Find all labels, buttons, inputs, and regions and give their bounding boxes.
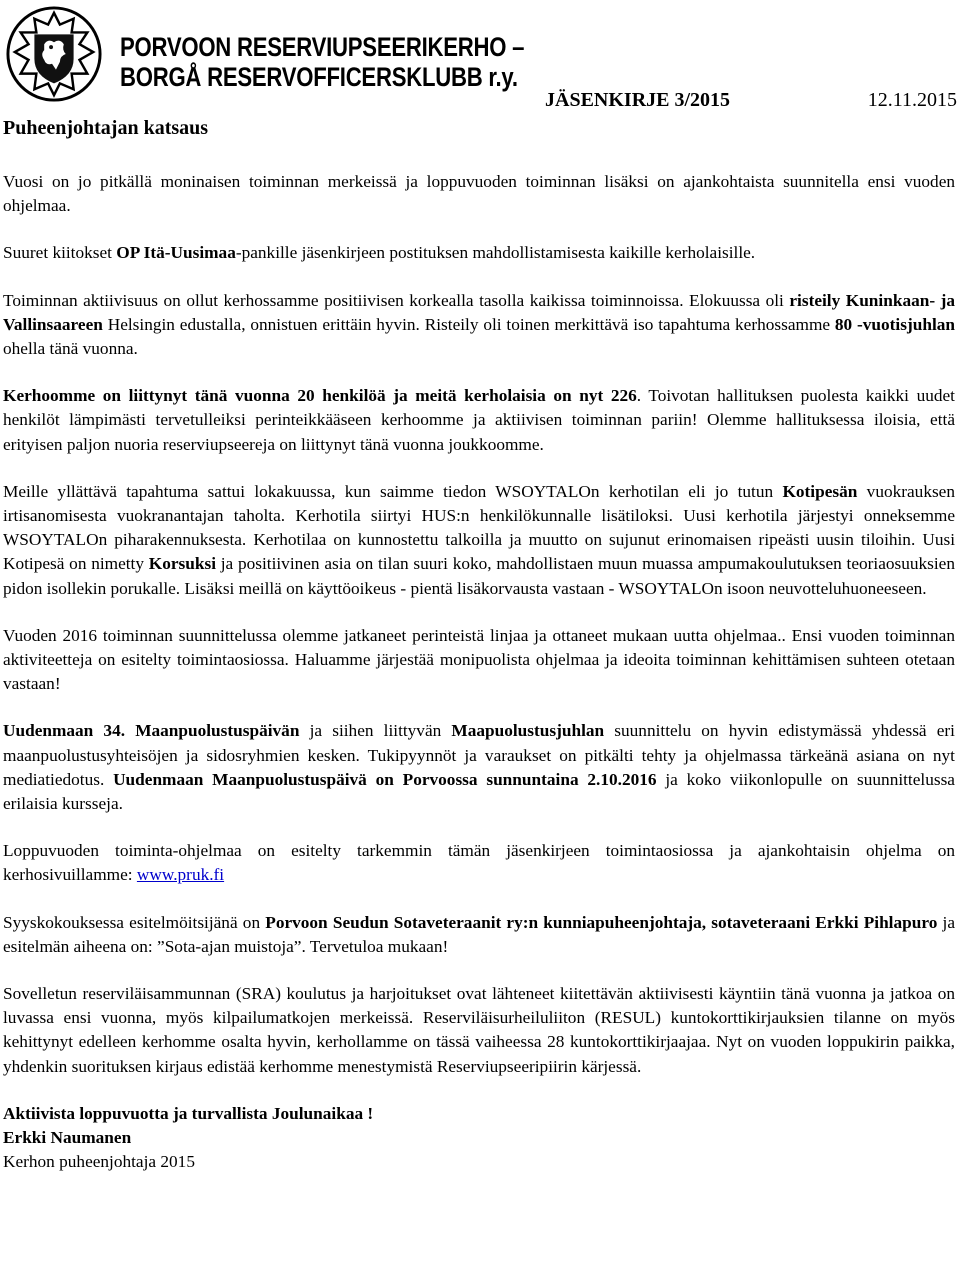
paragraph-10: Sovelletun reserviläisammunnan (SRA) koulutus ja harjoitukset ovat lähteneet kiitettävän aktiivisesti käyntiin tänä vuonna ja jatkoa on luvassa ensi vuonna, myös kilpailumatkojen merkeissä. Reserviläisurheiluliiton (RESUL) kuntokorttikirjauksien tilanne on myös kehittynyt edelleen kerhomme osalta hyvin, kerhollamme on tässä vaiheessa 28 kuntokorttikirjaajaa. Nyt on vuoden loppukirin paikka, yhdenkin suorituksen kirjaus edistää kerhomme menestymistä Reserviupseeripiirin kärjessä. bbox=[3, 984, 955, 1076]
website-link[interactable]: www.pruk.fi bbox=[136, 865, 225, 885]
bold-span: Kotipesän bbox=[782, 481, 858, 501]
bold-span: Maapuolustusjuhlan bbox=[451, 721, 605, 741]
organization-name bbox=[120, 32, 525, 92]
issue-number: JÄSENKIRJE 3/2015 bbox=[545, 89, 731, 111]
bold-span: OP Itä-Uusimaa bbox=[116, 243, 236, 263]
paragraph-9 bbox=[3, 911, 955, 959]
paragraph-6: Vuoden 2016 toiminnan suunnittelussa olemme jatkaneet perinteistä linjaa ja ottaneet mukaan uutta ohjelmaa.. Ensi vuoden toiminnan aktiviteetteja on esitelty toimintaosiossa. Haluamme järjestää monipuolista ohjelmaa ja ideoita toiminnan kehittämisen suhteen otetaan vastaan! bbox=[3, 625, 955, 694]
paragraph-2 bbox=[3, 241, 955, 265]
text-span: Helsingin edustalla, onnistuen erittäin hyvin. Risteily oli toinen merkittävä iso tapahtuma kerhossamme bbox=[102, 314, 835, 334]
text-span: Toiminnan aktiivisuus on ollut kerhossamme positiivisen korkealla tasolla kaikissa toiminnoissa. Elokuussa oli bbox=[3, 290, 790, 310]
text-span: ja esitelmän aiheena on: ”Sota-ajan muistoja”. Tervetuloa mukaan! bbox=[3, 912, 955, 956]
text-span: Syyskokouksessa esitelmöitsijänä on bbox=[3, 912, 266, 932]
section-title: Puheenjohtajan katsaus bbox=[3, 117, 209, 139]
organization-name-line1: PORVOON RESERVIUPSEERIKERHO – bbox=[120, 32, 525, 62]
paragraph-7 bbox=[3, 719, 955, 816]
bold-span: Korsuksi bbox=[148, 554, 216, 574]
text-span: suunnittelu on hyvin edistymässä yhdessä eri maanpuolustusyhteisöjen ja sidosryhmien kesken. Tukipyynnöt ja varaukset on pitkälti tehty ja ohjelmassa tärkeänä asiana on nyt mediatiedotus. bbox=[3, 721, 955, 789]
letter-body bbox=[3, 170, 955, 1175]
bold-span: Uudenmaan 34. Maanpuolustuspäivän bbox=[3, 721, 300, 741]
text-span: ja siihen liittyvän bbox=[299, 721, 452, 741]
paragraph-8 bbox=[3, 839, 955, 887]
signer-role: Kerhon puheenjohtaja 2015 bbox=[3, 1152, 195, 1172]
text-span: -pankille jäsenkirjeen postituksen mahdollistamisesta kaikille kerholaisille. bbox=[235, 243, 756, 263]
paragraph-5 bbox=[3, 480, 955, 601]
text-span: ja koko viikonlopulle on suunnittelussa erilaisia kursseja. bbox=[3, 769, 955, 814]
signer-name: Erkki Naumanen bbox=[3, 1128, 132, 1148]
lion-crest-logo bbox=[5, 5, 103, 103]
bold-span: Kerhoomme on liittynyt tänä vuonna 20 henkilöä ja meitä kerholaisia on nyt 226 bbox=[3, 386, 637, 406]
text-span: Meille yllättävä tapahtuma sattui lokakuussa, kun saimme tiedon WSOYTALOn kerhotilan eli jo tutun bbox=[3, 481, 783, 501]
organization-name-line2: BORGÅ RESERVOFFICERSKLUBB r.y. bbox=[120, 62, 518, 92]
paragraph-3 bbox=[3, 289, 955, 362]
text-span: . Toivotan hallituksen puolesta kaikki uudet henkilöt lämpimästi tervetulleiksi perinteikkääseen kerhoomme ja aktiivisen toiminnan pariin! Olemme hallituksessa iloisia, että erityisen paljon nuoria reserviupseereja on liittynyt tänä vuonna joukkoomme. bbox=[3, 386, 955, 454]
bold-span: Porvoon Seudun Sotaveteraanit ry:n kunniapuheenjohtaja, sotaveteraani Erkki Pihlapuro bbox=[265, 912, 938, 932]
paragraph-4 bbox=[3, 384, 955, 457]
issue-date: 12.11.2015 bbox=[867, 89, 957, 111]
text-span: ja positiivinen asia on tilan suuri koko, mahdollistaen muun muassa ampumakoulutuksen teoriaosuuksien pidon isollekin porukalle. Lisäksi meillä on käyttöoikeus - pientä lisäkorvausta vastaan - WSOYTALOn isoon neuvotteluhuoneeseen. bbox=[3, 554, 955, 598]
closing-greeting: Aktiivista loppuvuotta ja turvallista Joulunaikaa ! bbox=[3, 1103, 374, 1123]
text-span: Suuret kiitokset bbox=[3, 243, 117, 263]
paragraph-1: Vuosi on jo pitkällä moninaisen toiminnan merkeissä ja loppuvuoden toiminnan lisäksi on ajankohtaista suunnitella ensi vuoden ohjelmaa. bbox=[3, 172, 955, 216]
bold-span: risteily Kuninkaan- ja Vallinsaareen bbox=[3, 290, 955, 334]
bold-span: 80 -vuotisjuhlan bbox=[834, 314, 955, 334]
text-span: vuokrauksen irtisanomisesta vuokranantajan taholta. Kerhotila siirtyi HUS:n henkilökunnalle lisätiloksi. Uusi kerhotila järjestyi onneksemme WSOYTALOn piharakennuksesta. Kerhotilaa on kunnostettu talkoilla ja muutto on sujunut erinomaisen ripeästi uusin tiloihin. Uusi Kotipesä on nimetty bbox=[3, 481, 955, 574]
text-span: Loppuvuoden toiminta-ohjelmaa on esitelty tarkemmin tämän jäsenkirjeen toimintaosiossa ja ajankohtaisin ohjelma on kerhosivuillamme: bbox=[3, 841, 955, 885]
bold-span: Uudenmaan Maanpuolustuspäivä on Porvoossa sunnuntaina 2.10.2016 bbox=[113, 769, 657, 789]
text-span: ohella tänä vuonna. bbox=[3, 339, 138, 359]
closing bbox=[3, 1102, 955, 1175]
